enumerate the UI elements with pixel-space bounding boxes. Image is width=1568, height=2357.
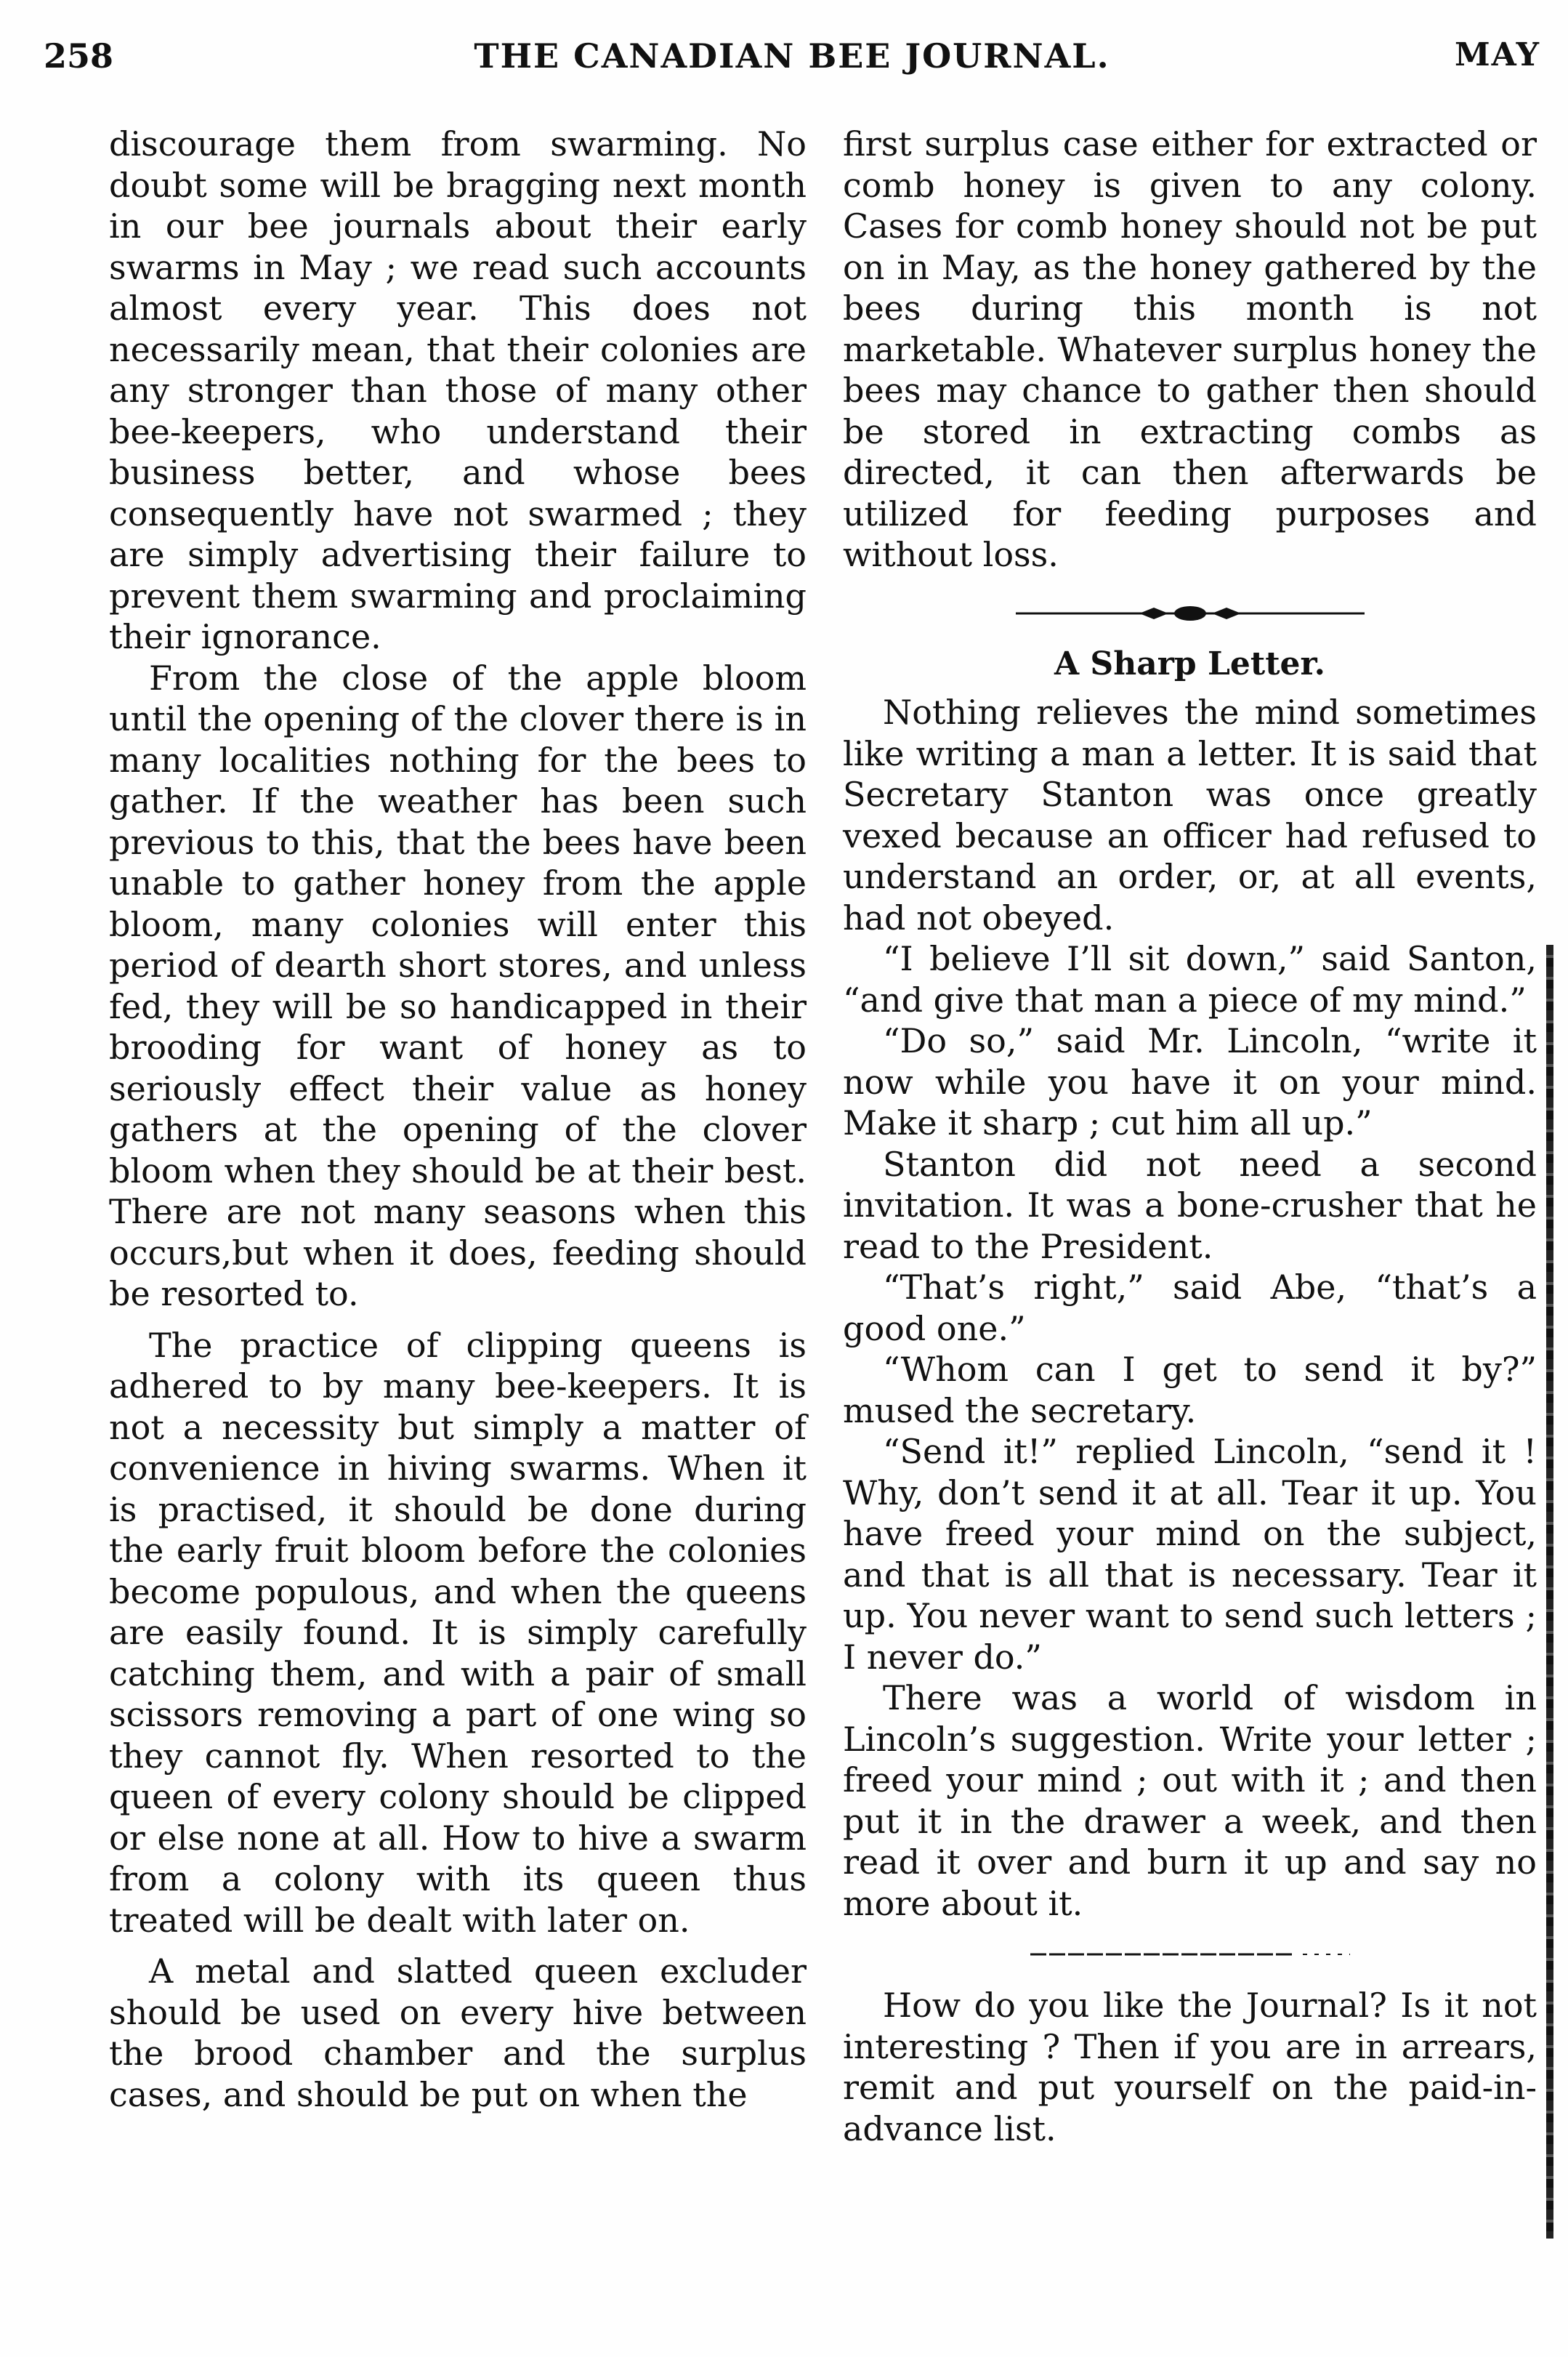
page-edge-shadow xyxy=(1546,945,1553,2239)
left-column xyxy=(109,124,807,2115)
section-title: A Sharp Letter. xyxy=(1054,645,1326,682)
ornamental-divider xyxy=(1016,605,1365,622)
left-paragraph: discourage them from swarming. No doubt some will be bragging next month in our bee journals about their early swarms in May ; we read such accounts almost every year. This does not necessarily mean, that their colonies are any stronger than those of many other bee-keepers, who understand their business better, and whose bees consequently have not swarmed ; they are simply advertising their failure to prevent them swarming and proclaiming their ignorance. xyxy=(109,124,807,656)
letter-paragraph: Stanton did not need a second invitation. It was a bone-crusher that he read to the President. xyxy=(843,1144,1537,1266)
letter-paragraph: Nothing relieves the mind sometimes like writing a man a letter. It is said that Secretary Stanton was once greatly vexed because an officer had refused to understand an order, or, at all events, had not obeyed. xyxy=(843,693,1537,938)
right-intro-paragraph: first surplus case either for extracted or comb honey is given to any colony. Cases for comb honey should not be put on in May, as the honey gathered by the bees during this month is not marketable. Whatever surplus honey the bees may chance to gather then should be stored in extracting combs as directed, it can then afterwards be utilized for feeding purposes and without loss. xyxy=(843,124,1537,574)
issue-month: MAY xyxy=(1454,36,1540,73)
left-paragraph: The practice of clipping queens is adhered to by many bee-keepers. It is not a necessity but simply a matter of convenience in hiving swarms. When it is practised, it should be done during the early fruit bloom before the colonies become populous, and when the queens are easily found. It is simply carefully catching them, and with a pair of small scissors removing a part of one wing so they cannot fly. When resorted to the queen of every colony should be clipped or else none at all. How to hive a swarm from a colony with its queen thus treated will be dealt with later on. xyxy=(109,1325,807,1940)
letter-paragraph: “I believe I’ll sit down,” said Santon, “and give that man a piece of my mind.” xyxy=(843,939,1537,1020)
closing-paragraph: How do you like the Journal? Is it not interesting ? Then if you are in arrears, remit and put yourself on the paid-in-advance list. xyxy=(843,1986,1537,2148)
page-header xyxy=(44,36,1540,94)
page-number: 258 xyxy=(44,36,114,76)
letter-paragraph: “Do so,” said Mr. Lincoln, “write it now while you have it on your mind. Make it sharp ; cut him all up.” xyxy=(843,1021,1537,1143)
letter-paragraph: There was a world of wisdom in Lincoln’s suggestion. Write your letter ; freed your mind ; out with it ; and then put it in the drawer a week, and then read it over and burn it up and say no more about it. xyxy=(843,1678,1537,1923)
journal-title: THE CANADIAN BEE JOURNAL. xyxy=(474,36,1110,76)
letter-paragraph: “That’s right,” said Abe, “that’s a good one.” xyxy=(843,1268,1537,1348)
short-divider xyxy=(1016,1950,1365,1959)
letter-paragraph: “Send it!” replied Lincoln, “send it ! Why, don’t send it at all. Tear it up. You have freed your mind on the subject, and that is all that is necessary. Tear it up. You never want to send such letters ; I never do.” xyxy=(843,1432,1537,1677)
right-column xyxy=(843,124,1537,2149)
left-paragraph: From the close of the apple bloom until the opening of the clover there is in many localities nothing for the bees to gather. If the weather has been such previous to this, that the bees have been unable to gather honey from the apple bloom, many colonies will enter this period of dearth short stores, and unless fed, they will be so handicapped in their brooding for want of honey as to seriously effect their value as honey gathers at the opening of the clover bloom when they should be at their best. There are not many seasons when this occurs,but when it does, feeding should be resorted to. xyxy=(109,658,807,1313)
letter-paragraph: “Whom can I get to send it by?” mused the secretary. xyxy=(843,1350,1537,1430)
left-paragraph: A metal and slatted queen excluder should be used on every hive between the brood chamber and the surplus cases, and should be put on when the xyxy=(109,1951,807,2114)
